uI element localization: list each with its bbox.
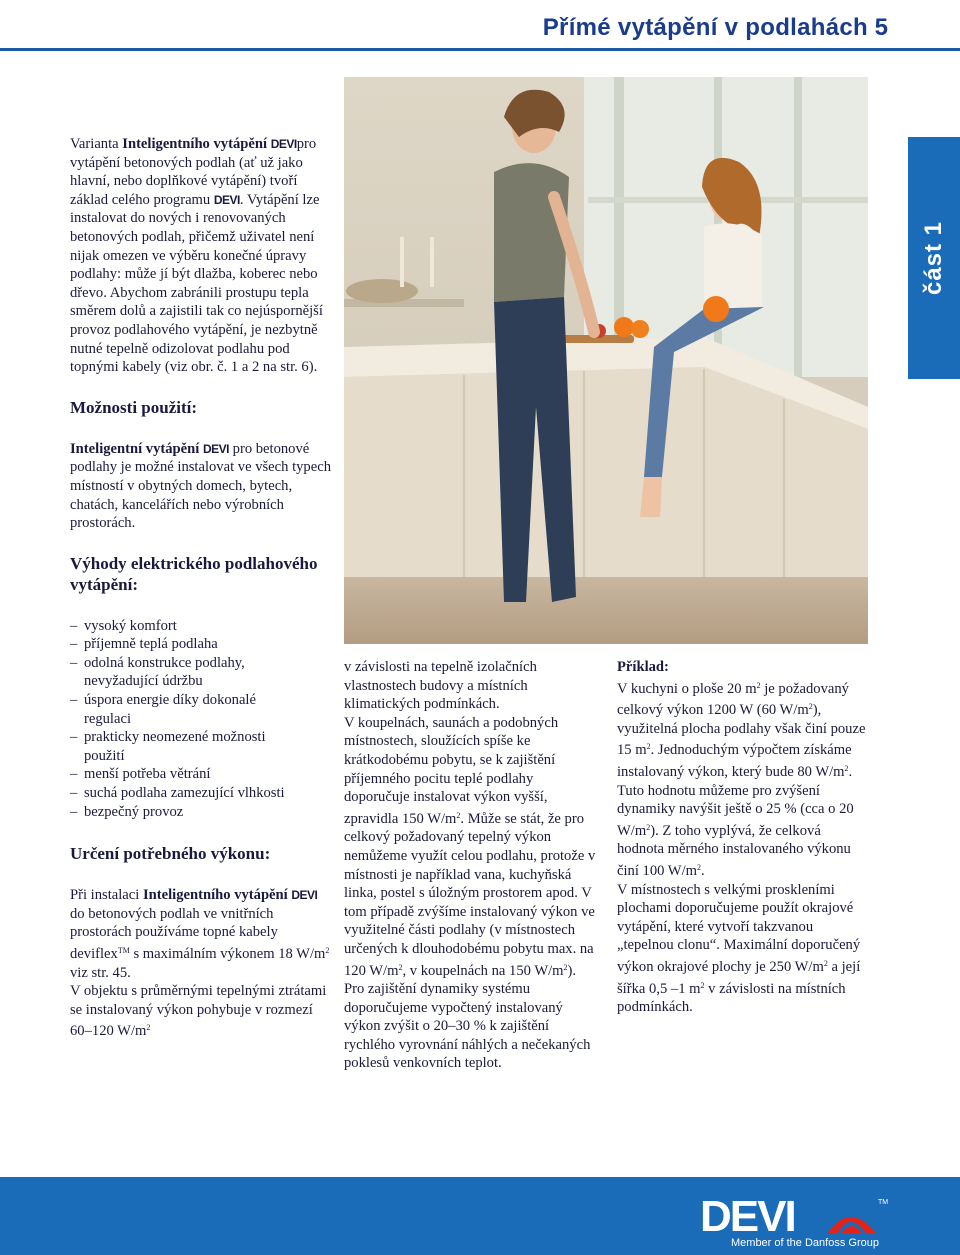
middle-text-1: V koupelnách, saunách a podobných místnostech, sloužících spíše ke krátkodobému pobytu, se k zajištění příjemného pocitu teplé podlahy doporučuje instalovat výkon vyšší, zpravidla 150 W/m — [344, 714, 559, 827]
advantage-item — [70, 691, 335, 710]
options-paragraph — [70, 440, 335, 533]
kitchen-photo-illustration — [344, 77, 868, 644]
advantage-item — [70, 803, 335, 822]
advantage-text: menší potřeba větrání — [84, 766, 211, 783]
options-bold: Inteligentní vytápění — [70, 440, 200, 457]
middle-text-2: . Může se stát, že pro celkový požadovaný tepelný výkon nemůžeme využít celou podlahu, protože v místnosti je například vana, kuchyňská linka, postel s úložným prostorem apod. V tom případě zvýšíme instalovaný výkon ve využitelné části podlahy (v místnostech určených k dlouhodobému pobytu max. na 120 W/m — [344, 810, 596, 979]
power-heading: Určení potřebného výkonu: — [70, 844, 271, 864]
page-title: Přímé vytápění v podlahách — [542, 14, 868, 41]
superscript: 2 — [697, 862, 701, 872]
middle-paragraph-3: Pro zajištění dynamiky systému doporučujeme vypočtený instalovaný výkon zvýšit o 20–30 % k zajištění rychlého vyrovnání náhlých a nečekaných poklesů venkovních teplot. — [344, 981, 591, 1072]
superscript: 2 — [563, 962, 568, 972]
example-text: . Jednoduchým výpočtem získáme instalovaný výkon, který bude 80 W/m — [617, 742, 852, 780]
advantage-item — [70, 654, 335, 673]
left-column — [70, 135, 335, 1041]
list-dash: – — [70, 636, 78, 653]
advantages-list — [70, 617, 335, 822]
advantage-text: nevyžadující údržbu — [84, 673, 203, 690]
superscript: 2 — [700, 980, 705, 990]
superscript: 2 — [844, 763, 849, 773]
advantage-item — [70, 710, 335, 729]
devi-logo — [700, 1195, 890, 1235]
intro-text-3: . Vytápění lze instalovat do nových i renovovaných betonových podlah, přičemž uživatel není nijak omezen ve výběru konečné úpravy podlahy: může jí být dlažba, koberec nebo dřevo. Abychom zabránili prostupu tepla směrem dolů a zajistili tak co nejúspornější provoz podlahového vytápění, je nezbytně nutné tepelně odizolovat podlahu pod topnými kabely (viz obr. č. 1 a 2 na str. 6). — [70, 191, 323, 376]
advantage-text: příjemně teplá podlaha — [84, 636, 218, 653]
list-dash: – — [70, 785, 78, 802]
section-tab-label: část 1 — [920, 220, 947, 296]
power-text-2: do betonových podlah ve vnitřních prostorách používáme topné kabely deviflex — [70, 905, 278, 962]
right-column — [617, 658, 869, 1017]
intro-text-2: pro vytápění betonových podlah (ať už jako hlavní, nebo doplňkové vytápění) tvoří základ celého programu — [70, 136, 317, 208]
devi-brand-inline: DEVI — [270, 137, 297, 151]
devi-brand-inline: DEVI — [202, 441, 229, 456]
superscript: 2 — [456, 810, 461, 820]
superscript: 2 — [398, 962, 403, 972]
example-text: . — [848, 763, 853, 780]
example-text: V místnostech s velkými proskleními plochami doporučujeme použít okrajové vytápění, které vytvoří takzvanou „tepelnou clonu“. Maximální doporučený výkon okrajové plochy je 250 W/m — [617, 881, 861, 975]
example-text: V kuchyni o ploše 20 m — [617, 680, 757, 697]
page-number: 5 — [874, 14, 888, 41]
middle-text-3: , v koupelnách na 150 W/m — [402, 962, 564, 979]
advantage-item — [70, 617, 335, 636]
advantage-text: vysoký komfort — [84, 617, 177, 634]
example-paragraph-3 — [617, 881, 869, 1017]
example-text: ). Z toho vyplývá, že celková hodnota měrného instalovaného výkonu činí 100 W/m — [617, 822, 851, 879]
power-text-3: s maximálním výkonem 18 W/m — [133, 946, 326, 962]
superscript: 2 — [146, 1023, 151, 1033]
footer-tagline: Member of the Danfoss Group — [731, 1237, 879, 1249]
power-bold: Inteligentního vytápění — [142, 887, 288, 904]
superscript: 2 — [808, 702, 813, 712]
list-dash: – — [70, 766, 78, 783]
superscript: 2 — [823, 958, 828, 968]
advantage-item — [70, 765, 335, 784]
example-text: v závislosti na místních podmínkách. — [617, 980, 846, 1016]
example-text: a její šířka 0,5 –1 m — [617, 958, 861, 997]
options-text: pro betonové podlahy je možné instalovat ve všech typech místností v obytných domech, bytech, chatách, kancelářích nebo výrobních prostorách. — [70, 440, 331, 532]
list-dash: – — [70, 654, 78, 671]
advantage-text: úspora energie díky dokonalé — [84, 692, 256, 709]
advantage-text: prakticky neomezené možnosti — [84, 729, 266, 746]
example-text: ), využitelná plocha podlahy však činí pouze 15 m — [617, 702, 866, 759]
trademark-mark: TM — [878, 1199, 889, 1206]
intro-bold-1: Inteligentního vytápění — [122, 136, 268, 152]
advantage-item — [70, 747, 335, 766]
example-heading: Příklad: — [617, 659, 669, 675]
intro-paragraph — [70, 135, 335, 377]
example-text: Tuto hodnotu můžeme pro zvýšení dynamiky navýšit ještě o 25 % (cca o 20 W/m — [617, 782, 854, 839]
trademark-mark: TM — [117, 946, 130, 955]
list-dash: – — [70, 729, 78, 746]
intro-text-1: Varianta — [70, 136, 119, 152]
power-paragraph — [70, 886, 335, 1041]
power-text-5: V objektu s průměrnými tepelnými ztrátami se instalovaný výkon pohybuje v rozmezí 60–120 W/m — [70, 983, 327, 1040]
middle-paragraph-2 — [344, 714, 596, 980]
superscript: 2 — [756, 680, 761, 690]
advantages-heading: Výhody elektrického podlahového vytápění: — [70, 553, 318, 594]
devi-brand-inline: DEVI — [291, 888, 318, 903]
advantage-text: suchá podlaha zamezující vlhkosti — [84, 785, 285, 802]
advantage-item — [70, 784, 335, 803]
superscript: 2 — [646, 822, 651, 832]
kitchen-photo — [344, 77, 868, 644]
devi-brand-inline: DEVI — [213, 192, 240, 207]
list-dash: – — [70, 692, 78, 709]
power-text-1: Při instalaci — [70, 887, 140, 904]
advantage-text: bezpečný provoz — [84, 803, 184, 820]
example-text: je požadovaný celkový výkon 1200 W (60 W/m — [617, 680, 849, 719]
header-divider — [0, 48, 960, 51]
advantage-item — [70, 728, 335, 747]
advantage-item — [70, 672, 335, 691]
example-paragraph-2 — [617, 782, 869, 881]
advantage-text: regulaci — [84, 710, 131, 727]
power-text-4: viz str. 45. — [70, 964, 131, 981]
options-heading: Možnosti použití: — [70, 397, 198, 417]
advantage-text: odolná konstrukce podlahy, — [84, 654, 245, 671]
example-paragraph-1 — [617, 677, 869, 782]
section-tab — [908, 137, 960, 379]
middle-column — [344, 658, 596, 1073]
middle-text-4: ). — [567, 962, 577, 979]
middle-paragraph-1: v závislosti na tepelně izolačních vlastnostech budovy a místních klimatických podmínkách. — [344, 659, 537, 713]
example-text: . — [701, 862, 705, 879]
advantage-item — [70, 635, 335, 654]
list-dash: – — [70, 803, 78, 820]
advantage-text: použití — [84, 747, 125, 764]
superscript: 2 — [646, 742, 651, 752]
devi-logo-text: DEVI — [700, 1195, 795, 1235]
list-dash: – — [70, 617, 78, 634]
superscript: 2 — [325, 946, 330, 955]
